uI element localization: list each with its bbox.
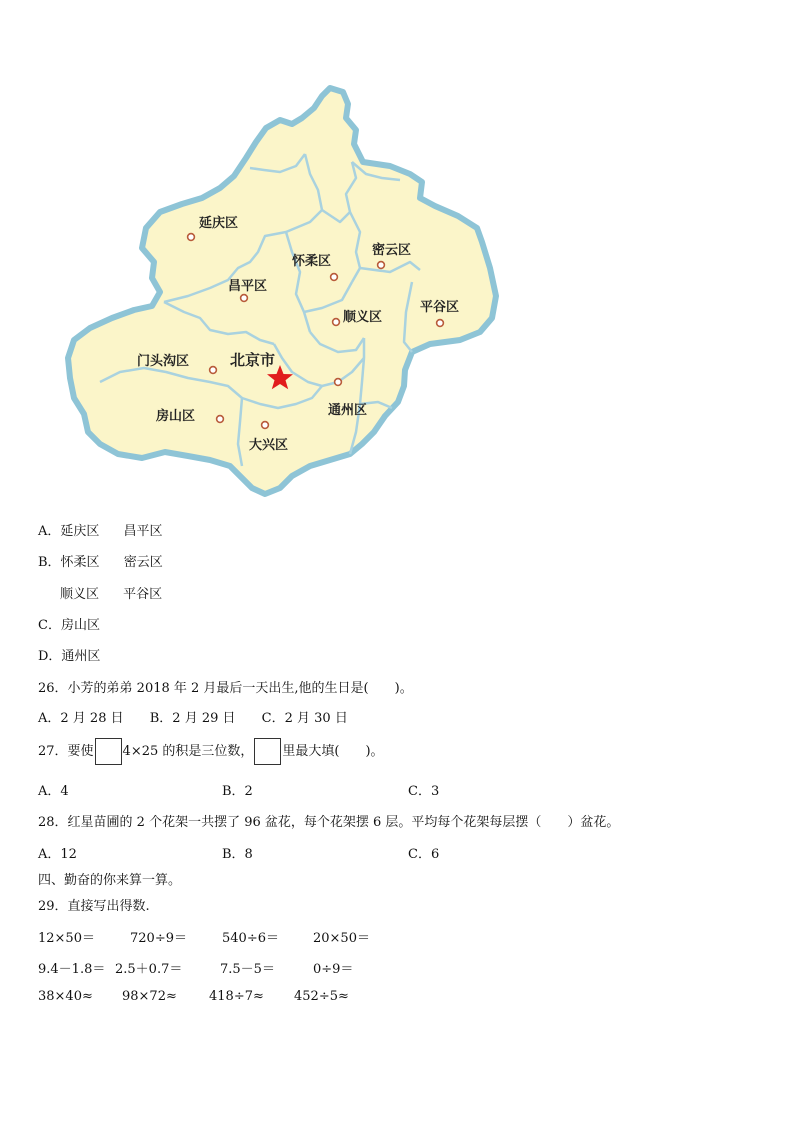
dot-mentougou	[210, 367, 217, 374]
q27-prefix: 27．要使	[38, 744, 94, 759]
calc-item: 418÷7≈	[209, 989, 264, 1004]
calc-item: 720÷9＝	[130, 931, 187, 946]
option-b-row	[38, 551, 163, 570]
q27-option-b: B．2	[222, 784, 253, 799]
option-c: C．房山区	[38, 618, 100, 633]
option-b-item-3: 顺义区	[60, 587, 100, 602]
calc-item: 20×50＝	[313, 931, 370, 946]
dot-miyun	[378, 262, 385, 269]
dot-huairou	[331, 274, 338, 281]
map-graphic	[60, 82, 540, 506]
q28-option-b: B．8	[222, 847, 253, 862]
label-shunyi: 顺义区	[343, 310, 383, 325]
question-29: 29．直接写出得数.	[38, 899, 150, 914]
blank-box[interactable]	[95, 738, 122, 765]
option-b-extra: 密云区	[123, 555, 163, 570]
dot-fangshan	[217, 416, 224, 423]
calc-item: 540÷6＝	[222, 931, 279, 946]
label-pinggu: 平谷区	[420, 300, 460, 315]
q26-option-b: B．2 月 29 日	[149, 711, 236, 726]
beijing-district-map	[60, 82, 540, 506]
calc-item: 9.4－1.8＝	[38, 962, 106, 977]
q27-option-c: C．3	[408, 784, 440, 799]
option-b-row-2	[60, 583, 162, 602]
q27-middle: 4×25 的积是三位数，	[122, 744, 254, 759]
option-b: B．怀柔区	[38, 555, 100, 570]
dot-tongzhou	[335, 379, 342, 386]
q27-suffix: 里最大填( )。	[282, 744, 384, 759]
label-tongzhou: 通州区	[328, 403, 368, 418]
q28-option-a: A．12	[38, 847, 77, 862]
option-a-row	[38, 520, 163, 539]
blank-box-2[interactable]	[254, 738, 281, 765]
option-a-extra: 昌平区	[123, 524, 163, 539]
calc-item: 12×50＝	[38, 931, 95, 946]
label-miyun: 密云区	[372, 243, 412, 258]
calc-item: 98×72≈	[122, 989, 177, 1004]
option-a: A．延庆区	[38, 524, 100, 539]
calc-item: 7.5－5＝	[220, 962, 275, 977]
q26-option-c: C．2 月 30 日	[261, 711, 348, 726]
dot-yanqing	[188, 234, 195, 241]
q28-option-c: C．6	[408, 847, 440, 862]
question-28: 28．红星苗圃的 2 个花架一共摆了 96 盆花，每个花架摆 6 层。平均每个花架每层摆（ ）盆花。	[38, 815, 620, 830]
dot-daxing	[262, 422, 269, 429]
dot-pinggu	[437, 320, 444, 327]
label-changping: 昌平区	[228, 279, 268, 294]
question-27	[38, 738, 384, 765]
label-huairou: 怀柔区	[292, 254, 332, 269]
label-beijing-city: 北京市	[230, 351, 276, 369]
calc-item: 452÷5≈	[294, 989, 349, 1004]
calc-item: 0÷9＝	[313, 962, 354, 977]
label-daxing: 大兴区	[249, 438, 289, 453]
calc-item: 2.5＋0.7＝	[115, 962, 183, 977]
label-yanqing: 延庆区	[199, 216, 239, 231]
q26-option-a: A．2 月 28 日	[38, 711, 124, 726]
q27-option-a: A．4	[38, 784, 69, 799]
question-26-options	[38, 707, 348, 726]
question-26: 26．小芳的弟弟 2018 年 2 月最后一天出生,他的生日是( )。	[38, 681, 413, 696]
option-d: D．通州区	[38, 649, 101, 664]
calc-item: 38×40≈	[38, 989, 93, 1004]
label-fangshan: 房山区	[156, 409, 196, 424]
section-4-heading: 四、勤奋的你来算一算。	[38, 873, 182, 888]
option-b-item-4: 平谷区	[123, 587, 163, 602]
dot-changping	[241, 295, 248, 302]
dot-shunyi	[333, 319, 340, 326]
label-mentougou: 门头沟区	[137, 354, 190, 369]
